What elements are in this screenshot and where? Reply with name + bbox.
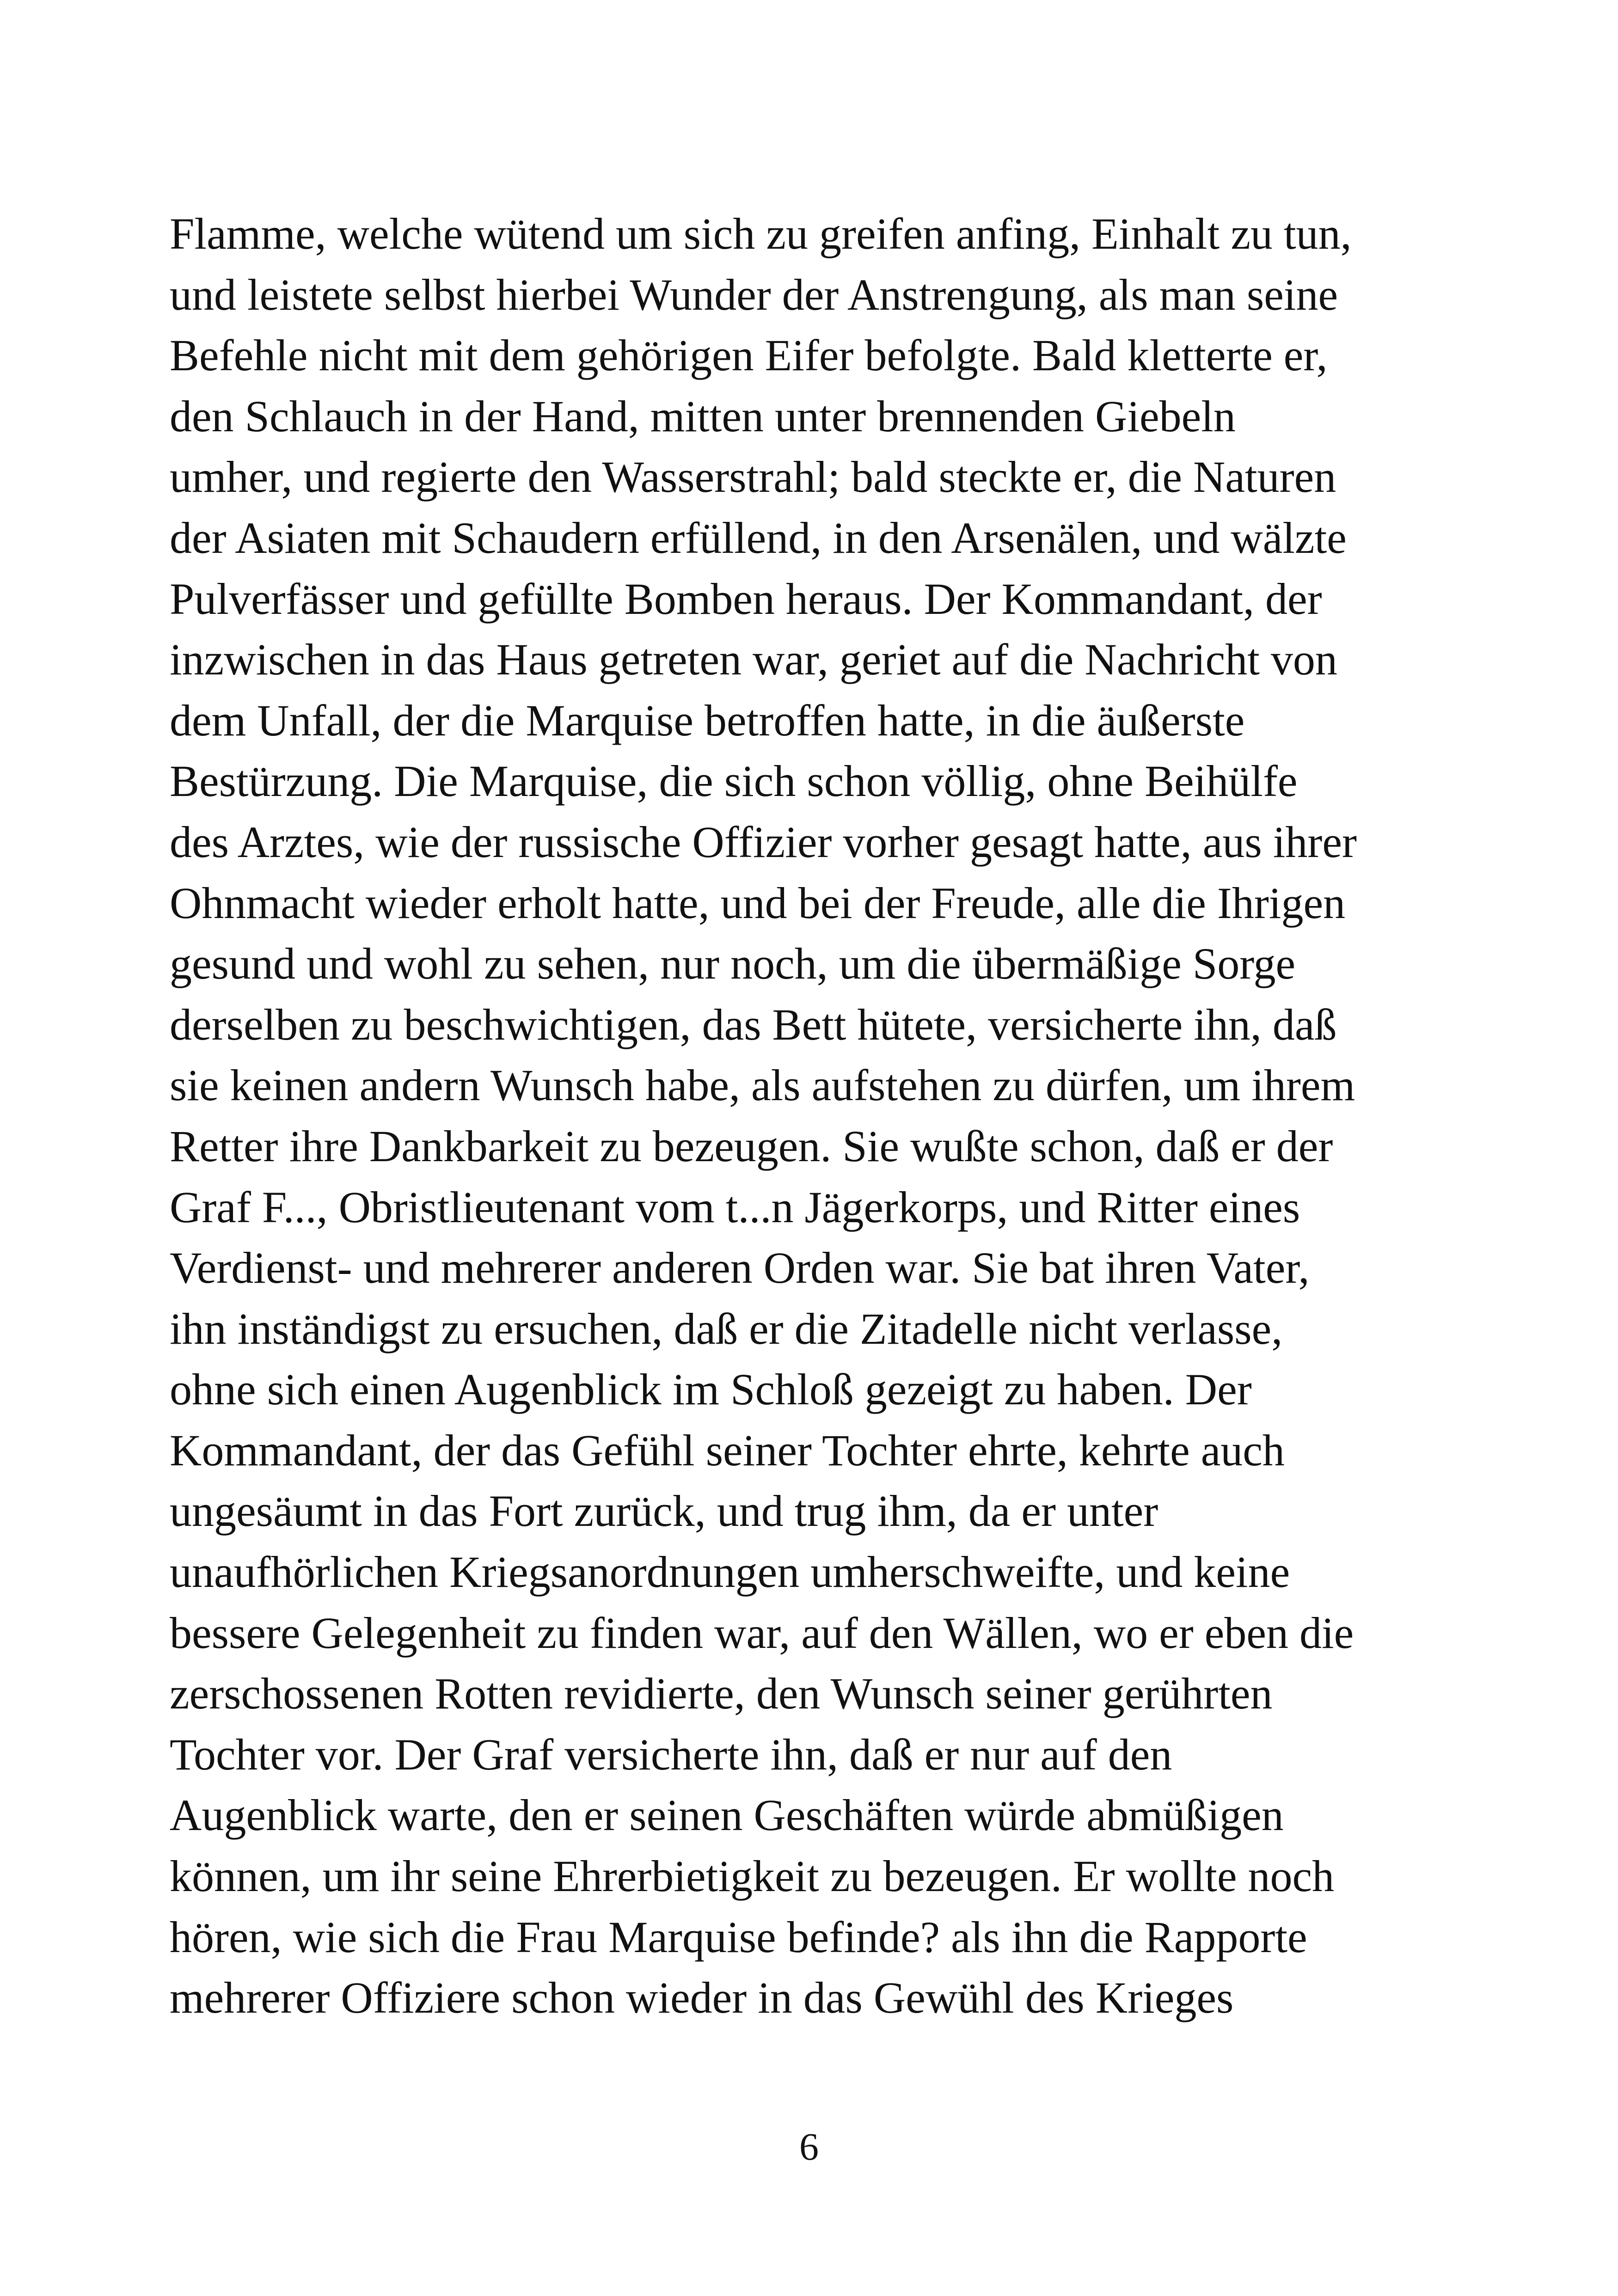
text-line: können, um ihr seine Ehrerbietigkeit zu bezeugen. Er wollte noch: [170, 1851, 1335, 1901]
text-line: Befehle nicht mit dem gehörigen Eifer befolgte. Bald kletterte er,: [170, 331, 1328, 380]
text-line: Flamme, welche wütend um sich zu greifen anfing, Einhalt zu tun,: [170, 209, 1352, 258]
body-text: [170, 203, 1417, 2028]
page-number: 6: [799, 2125, 819, 2168]
text-line: Pulverfässer und gefüllte Bomben heraus. Der Kommandant, der: [170, 574, 1322, 624]
text-line: und leistete selbst hierbei Wunder der Anstrengung, als man seine: [170, 269, 1338, 319]
text-line: umher, und regierte den Wasserstrahl; bald steckte er, die Naturen: [170, 452, 1336, 502]
text-line: des Arztes, wie der russische Offizier vorher gesagt hatte, aus ihrer: [170, 817, 1357, 867]
text-line: Tochter vor. Der Graf versicherte ihn, daß er nur auf den: [170, 1729, 1172, 1779]
text-line: ohne sich einen Augenblick im Schloß gezeigt zu haben. Der: [170, 1365, 1252, 1414]
text-line: ungesäumt in das Fort zurück, und trug ihm, da er unter: [170, 1486, 1158, 1536]
text-line: Augenblick warte, den er seinen Geschäften würde abmüßigen: [170, 1790, 1284, 1840]
text-line: gesund und wohl zu sehen, nur noch, um die übermäßige Sorge: [170, 939, 1296, 989]
text-line: den Schlauch in der Hand, mitten unter brennenden Giebeln: [170, 391, 1236, 441]
text-line: inzwischen in das Haus getreten war, geriet auf die Nachricht von: [170, 635, 1337, 685]
text-line: Bestürzung. Die Marquise, die sich schon völlig, ohne Beihülfe: [170, 756, 1298, 806]
text-line: Kommandant, der das Gefühl seiner Tochter ehrte, kehrte auch: [170, 1425, 1285, 1475]
text-line: Verdienst- und mehrerer anderen Orden war. Sie bat ihren Vater,: [170, 1243, 1310, 1293]
text-line: unaufhörlichen Kriegsanordnungen umherschweifte, und keine: [170, 1547, 1290, 1597]
text-line: der Asiaten mit Schaudern erfüllend, in den Arsenälen, und wälzte: [170, 513, 1347, 563]
text-line: derselben zu beschwichtigen, das Bett hütete, versicherte ihn, daß: [170, 999, 1337, 1049]
text-line: sie keinen andern Wunsch habe, als aufstehen zu dürfen, um ihrem: [170, 1060, 1355, 1110]
text-line: Graf F..., Obristlieutenant vom t...n Jägerkorps, und Ritter eines: [170, 1182, 1300, 1232]
text-line: dem Unfall, der die Marquise betroffen hatte, in die äußerste: [170, 695, 1245, 745]
text-line: Retter ihre Dankbarkeit zu bezeugen. Sie wußte schon, daß er der: [170, 1121, 1333, 1171]
text-line: hören, wie sich die Frau Marquise befinde? als ihn die Rapporte: [170, 1912, 1307, 1962]
text-line: mehrerer Offiziere schon wieder in das Gewühl des Krieges: [170, 1973, 1234, 2023]
text-line: ihn inständigst zu ersuchen, daß er die Zitadelle nicht verlasse,: [170, 1304, 1283, 1353]
text-line: zerschossenen Rotten revidierte, den Wunsch seiner gerührten: [170, 1669, 1273, 1719]
text-line: bessere Gelegenheit zu finden war, auf den Wällen, wo er eben die: [170, 1608, 1354, 1658]
text-line: Ohnmacht wieder erholt hatte, und bei der Freude, alle die Ihrigen: [170, 878, 1346, 928]
